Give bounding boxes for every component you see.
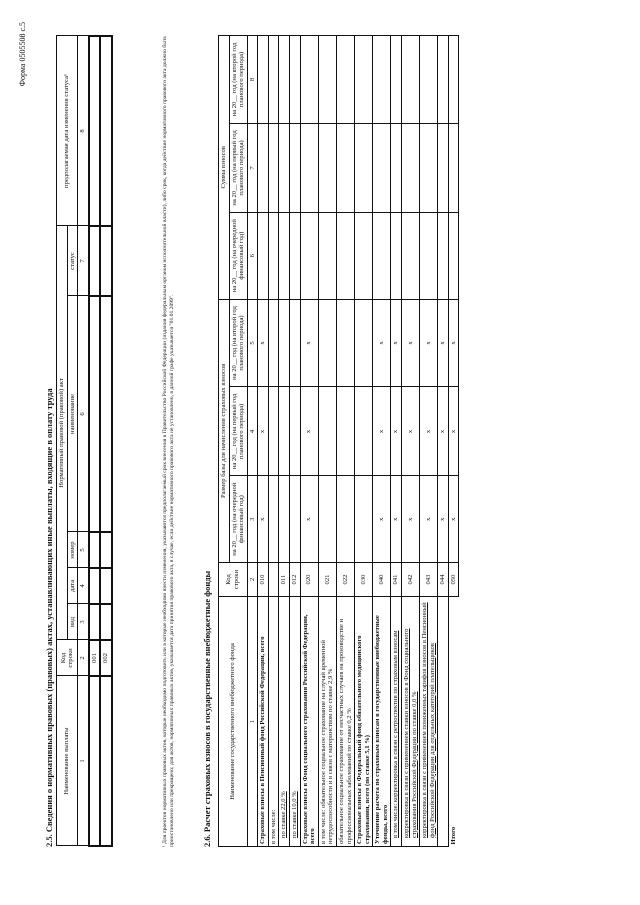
row-code: [268, 563, 279, 597]
table-row: [355, 36, 373, 847]
header-code: Код строки: [57, 640, 78, 676]
value-cell: [290, 476, 301, 563]
header-base-y1: на 20__ год (на первый год планового периода): [229, 387, 247, 476]
header-base-y2: на 20__ год (на второй год планового периода): [229, 299, 247, 387]
value-cell: [355, 476, 373, 563]
header-kind: вид: [67, 604, 78, 640]
value-cell: х: [300, 387, 318, 476]
row-code: 012: [290, 563, 301, 597]
value-cell: [279, 212, 290, 299]
value-cell: [355, 36, 373, 124]
value-cell: [420, 36, 438, 124]
value-cell: х: [258, 476, 269, 563]
table-row: [391, 36, 402, 847]
row-code: 043: [420, 563, 438, 597]
table-row: [300, 36, 318, 847]
value-cell: [336, 124, 354, 213]
fund-name: Страховые взносы в Фонд социального страхования Российской Федерации, всего: [300, 597, 318, 847]
value-cell: [373, 212, 391, 299]
header-date: дата: [67, 568, 78, 604]
footnote: ¹ Для проектов нормативных правовых актов, которые необходимо подготовить или в которые необходимо внести изменения, указываются предполагаемый срок внесения в Правительство Российской Федерации (издания федеральным органом исполнительной власти), либо срок, когда действие нормативного правового акта должно быть приостановлено или прекращено; для актов, нормативных правовых актов, указывается дата принятия правового акта, в случае, если действие нормативного правового акта не установлено, в данной графе указывается "01.01.2099".: [162, 36, 175, 847]
value-cell: х: [420, 387, 438, 476]
value-cell: х: [373, 387, 391, 476]
value-cell: х: [373, 476, 391, 563]
cell: [89, 36, 101, 226]
header-sum-group: Сумма взносов: [219, 36, 230, 300]
cell: [100, 568, 112, 604]
value-cell: х: [258, 387, 269, 476]
cell: [100, 226, 112, 296]
value-cell: [401, 212, 419, 299]
header-sum-y1: на 20__ год (на первый год планового периода): [229, 124, 247, 213]
cell: [89, 296, 101, 532]
header-fund-name: Наименование государственного внебюджетного фонда: [219, 597, 248, 847]
value-cell: [438, 212, 449, 299]
colnum: 2: [78, 640, 89, 676]
row-code: 021: [318, 563, 336, 597]
table-row: [448, 36, 459, 847]
value-cell: [448, 212, 459, 299]
colnum: 6: [247, 212, 258, 299]
value-cell: [290, 212, 301, 299]
cell: [100, 296, 112, 532]
cell: [100, 532, 112, 568]
fund-name: Уточнение расчета по страховым взносам в государственные внебюджетные фонды, всего: [373, 597, 391, 847]
value-cell: х: [391, 476, 402, 563]
table-row: [279, 36, 290, 847]
row-code: 022: [336, 563, 354, 597]
value-cell: [268, 36, 279, 124]
table-row: [318, 36, 336, 847]
colnum: 5: [247, 299, 258, 387]
value-cell: [318, 212, 336, 299]
value-cell: [318, 299, 336, 387]
value-cell: [279, 299, 290, 387]
fund-name: Итого: [450, 826, 458, 845]
fund-name: [438, 597, 449, 847]
header-sum-y0: на 20__ год (на очередной финансовый год): [229, 212, 247, 299]
colnum: 7: [247, 124, 258, 213]
value-cell: [420, 124, 438, 213]
table-row: [290, 36, 301, 847]
cell: [100, 36, 112, 226]
value-cell: [268, 387, 279, 476]
value-cell: [300, 212, 318, 299]
header-status-date: предполагаемая дата изменения статуса¹: [57, 36, 78, 226]
fund-name: в том числе: обязательное социальное страхование на случай временной нетрудоспособности и в связи с материнством по ставке 2,9 %: [318, 597, 336, 847]
value-cell: [336, 476, 354, 563]
table-row: [89, 36, 101, 846]
value-cell: [336, 36, 354, 124]
cell: [89, 226, 101, 296]
colnum: 1: [247, 597, 258, 847]
value-cell: [438, 124, 449, 213]
cell: [89, 532, 101, 568]
value-cell: [448, 124, 459, 213]
cell: [100, 676, 112, 846]
table-row: [258, 36, 269, 847]
value-cell: [258, 212, 269, 299]
value-cell: [318, 124, 336, 213]
colnum: 1: [78, 676, 89, 846]
value-cell: х: [401, 476, 419, 563]
value-cell: [391, 124, 402, 213]
table-row: [336, 36, 354, 847]
header-title: наименование: [67, 296, 78, 532]
value-cell: х: [300, 476, 318, 563]
cell: [89, 604, 101, 640]
value-cell: [438, 36, 449, 124]
value-cell: [336, 212, 354, 299]
table-row: [268, 36, 279, 847]
header-base-y0: на 20__ год (на очередной финансовый год): [229, 476, 247, 563]
fund-name: Страховые взносы в Федеральный фонд обязательного медицинского страхования, всего (по ставке 5,1 %): [355, 597, 373, 847]
colnum: 8: [247, 36, 258, 124]
section-25-table: [56, 35, 113, 847]
value-cell: [268, 299, 279, 387]
colnum: 6: [78, 296, 89, 532]
cell: [100, 604, 112, 640]
value-cell: [401, 36, 419, 124]
value-cell: [318, 476, 336, 563]
value-cell: [300, 124, 318, 213]
header-sum-y2: на 20__ год (на второй год планового периода): [229, 36, 247, 124]
table-row: [438, 36, 449, 847]
value-cell: [268, 476, 279, 563]
value-cell: [290, 36, 301, 124]
value-cell: [336, 387, 354, 476]
value-cell: [373, 124, 391, 213]
value-cell: [355, 124, 373, 213]
row-code: 041: [391, 563, 402, 597]
header-code: Код строки: [219, 563, 248, 597]
header-status: статус: [67, 226, 78, 296]
header-name: Наименование выплаты: [57, 676, 78, 846]
value-cell: [279, 124, 290, 213]
value-cell: [268, 124, 279, 213]
value-cell: [391, 212, 402, 299]
value-cell: х: [438, 387, 449, 476]
section-26-table: [218, 35, 459, 847]
value-cell: [355, 212, 373, 299]
value-cell: [391, 36, 402, 124]
fund-name: обязательное социальное страхование от несчастных случаев на производстве и профессиональных заболеваний по ставке 0,2 %: [336, 597, 354, 847]
value-cell: [279, 36, 290, 124]
fund-name: по ставке 10,0 %: [290, 597, 301, 847]
value-cell: [318, 387, 336, 476]
colnum: 3: [78, 604, 89, 640]
value-cell: [290, 387, 301, 476]
value-cell: [355, 299, 373, 387]
value-cell: х: [448, 476, 459, 563]
table-row: [401, 36, 419, 847]
value-cell: [373, 36, 391, 124]
fund-name: в том числе: корректировка в связи с ретроспектив по страховым взносам: [391, 597, 402, 847]
fund-name: по ставке 22,0 %: [279, 597, 290, 847]
value-cell: х: [420, 476, 438, 563]
colnum: 3: [247, 476, 258, 563]
value-cell: [279, 476, 290, 563]
table-row: [100, 36, 112, 846]
colnum-row: [247, 36, 258, 847]
value-cell: х: [401, 299, 419, 387]
fund-name: в том числе:: [268, 597, 279, 847]
colnum: 8: [78, 36, 89, 226]
value-cell: х: [391, 299, 402, 387]
value-cell: х: [391, 387, 402, 476]
value-cell: х: [438, 299, 449, 387]
row-code: 010: [258, 563, 269, 597]
value-cell: [290, 124, 301, 213]
row-code: 050: [448, 563, 459, 597]
value-cell: х: [300, 299, 318, 387]
row-code: 040: [373, 563, 391, 597]
header-number: номер: [67, 532, 78, 568]
colnum: 7: [78, 226, 89, 296]
section-26-title: 2.6. Расчет страховых взносов в государственные внебюджетные фонды: [202, 570, 212, 847]
value-cell: [258, 124, 269, 213]
value-cell: [318, 36, 336, 124]
fund-name: Страховые взносы в Пенсионный фонд Российской Федерации, всего: [258, 597, 269, 847]
value-cell: [355, 387, 373, 476]
header-base-group: Размер базы для начисления страховых взносов: [219, 299, 230, 562]
section-25-title: 2.5. Сведения о нормативных правовых (правовых) актах, устанавливающих иные выплаты, входящие в оплату труда: [44, 388, 54, 847]
form-code: Форма 0505508 с.5: [18, 22, 27, 87]
value-cell: [336, 299, 354, 387]
value-cell: [268, 212, 279, 299]
value-cell: [290, 299, 301, 387]
value-cell: [300, 36, 318, 124]
cell: [89, 676, 101, 846]
colnum: 5: [78, 532, 89, 568]
value-cell: [279, 387, 290, 476]
row-code: 030: [355, 563, 373, 597]
fund-name: корректировка в связи с применением ставки взносов в Фонд социального страхования Российской Федерации по ставке 0,0 %: [401, 597, 419, 847]
row-code: 002: [100, 640, 112, 676]
row-code: 011: [279, 563, 290, 597]
row-code: 044: [438, 563, 449, 597]
colnum: 4: [78, 568, 89, 604]
value-cell: х: [448, 387, 459, 476]
cell: [89, 568, 101, 604]
fund-name: корректировка в связи с применением пониженных тарифов взносов в Пенсионный фонд Российской Федерации для отдельных категорий плательщиков: [420, 597, 438, 847]
value-cell: х: [420, 299, 438, 387]
value-cell: [448, 36, 459, 124]
value-cell: х: [373, 299, 391, 387]
row-code: 020: [300, 563, 318, 597]
value-cell: х: [448, 299, 459, 387]
value-cell: [258, 36, 269, 124]
section-26-body: [258, 36, 459, 847]
value-cell: х: [401, 387, 419, 476]
colnum: 4: [247, 387, 258, 476]
colnum-row: [78, 36, 89, 846]
row-code: 001: [89, 640, 101, 676]
header-act-group: Нормативный правовой (правовой) акт: [57, 226, 68, 640]
value-cell: х: [258, 299, 269, 387]
value-cell: [420, 212, 438, 299]
row-code: 042: [401, 563, 419, 597]
table-row: [420, 36, 438, 847]
value-cell: [401, 124, 419, 213]
colnum: 2: [247, 563, 258, 597]
value-cell: х: [438, 476, 449, 563]
table-row: [373, 36, 391, 847]
